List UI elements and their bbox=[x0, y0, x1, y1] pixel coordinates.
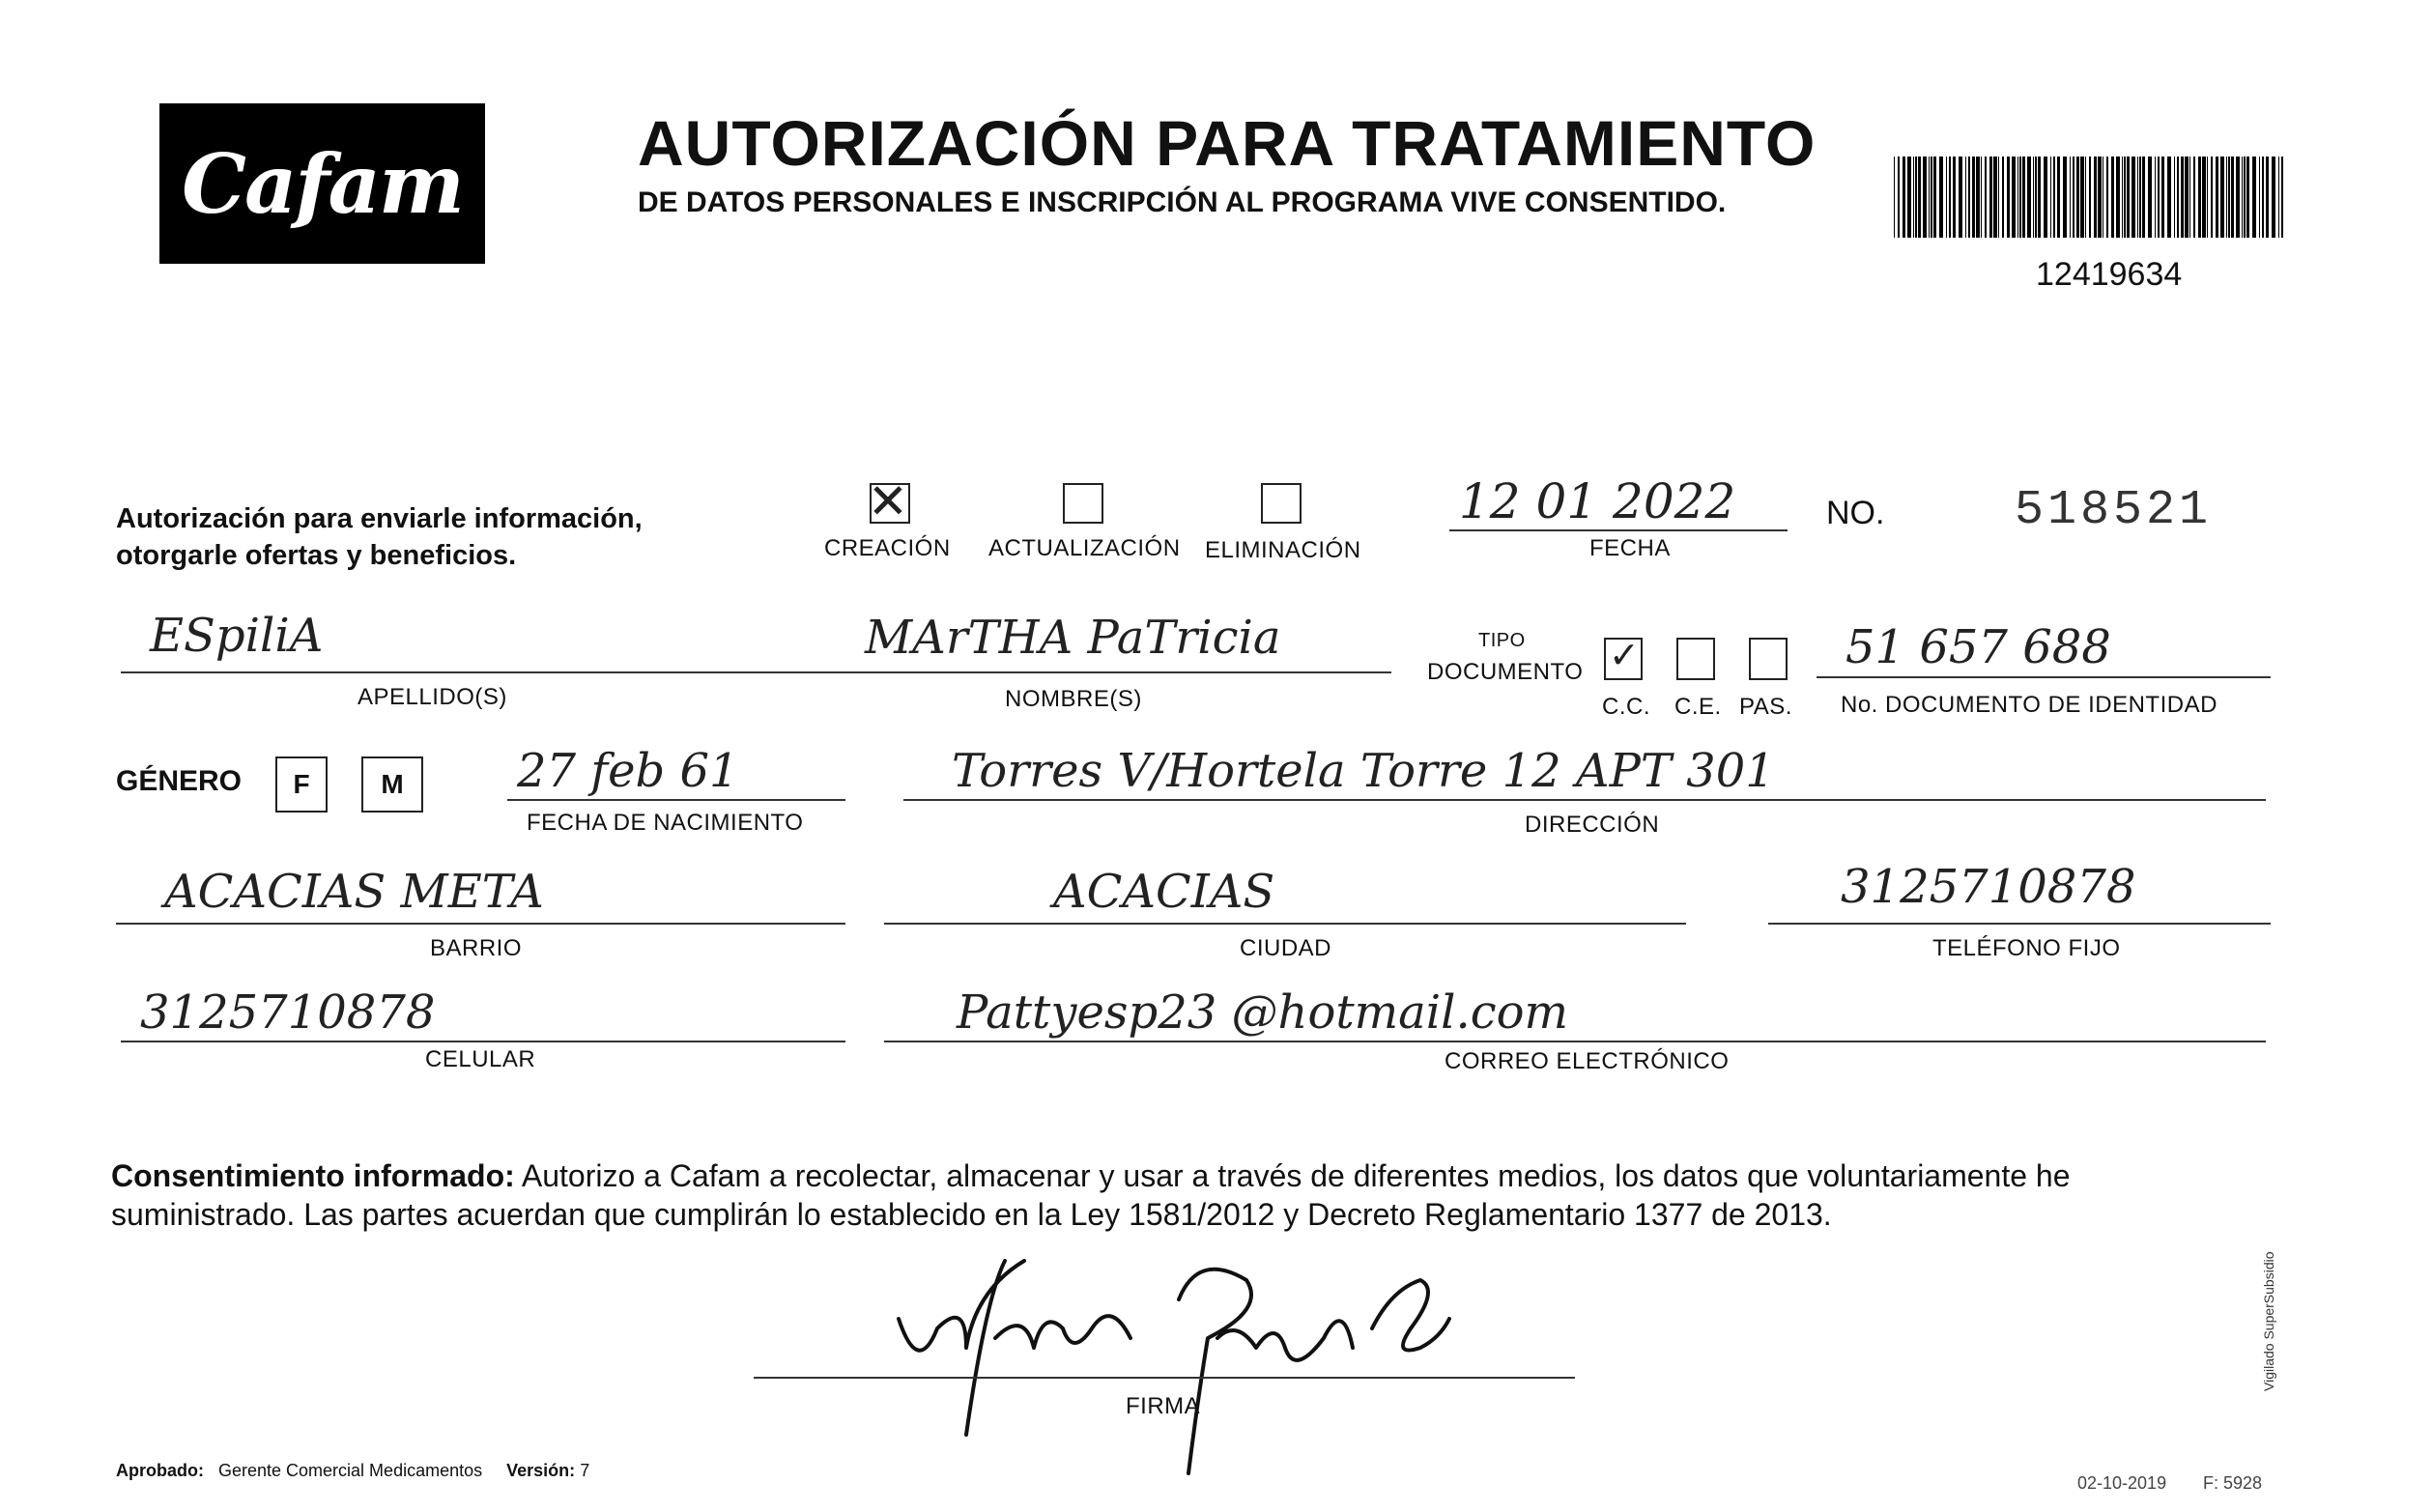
eliminacion-label: ELIMINACIÓN bbox=[1205, 537, 1361, 563]
consent-paragraph bbox=[111, 1156, 2256, 1234]
celular-label: CELULAR bbox=[425, 1046, 536, 1072]
barrio-underline bbox=[116, 923, 845, 925]
doc-label: No. DOCUMENTO DE IDENTIDAD bbox=[1841, 692, 2217, 718]
ciudad-label: CIUDAD bbox=[1240, 935, 1332, 961]
cc-label: C.C. bbox=[1602, 694, 1650, 720]
nombres-label: NOMBRE(S) bbox=[1005, 686, 1142, 712]
telefono-label: TELÉFONO FIJO bbox=[1932, 935, 2121, 961]
intro-line-1: Autorización para enviarle información, bbox=[116, 503, 643, 534]
footer-aprobado bbox=[116, 1461, 589, 1481]
fecha-underline bbox=[1449, 529, 1788, 531]
f-checkbox[interactable] bbox=[275, 756, 328, 813]
signature-line bbox=[754, 1377, 1575, 1379]
nombres-underline bbox=[773, 671, 1391, 673]
m-checkbox[interactable] bbox=[361, 756, 423, 813]
nombres-value[interactable]: MArTHA PaTricia bbox=[865, 611, 1281, 665]
fecha-nacimiento-underline bbox=[507, 799, 845, 801]
ciudad-value[interactable]: ACACIAS bbox=[1053, 865, 1275, 919]
aprobado-value: Gerente Comercial Medicamentos bbox=[218, 1461, 483, 1480]
tipo-label-1: TIPO bbox=[1478, 630, 1526, 651]
eliminacion-checkbox[interactable] bbox=[1261, 483, 1302, 524]
doc-value[interactable]: 51 657 688 bbox=[1845, 620, 2111, 674]
fecha-value[interactable]: 12 01 2022 bbox=[1459, 473, 1736, 529]
version-label: Versión: bbox=[506, 1461, 576, 1480]
cafam-logo bbox=[159, 103, 485, 264]
telefono-value[interactable]: 3125710878 bbox=[1841, 860, 2136, 914]
ciudad-underline bbox=[884, 923, 1686, 925]
intro-line-2: otorgarle ofertas y beneficios. bbox=[116, 540, 517, 571]
telefono-underline bbox=[1768, 923, 2271, 925]
f-label: F bbox=[293, 769, 310, 799]
correo-underline bbox=[884, 1041, 2266, 1042]
side-vigilado-text: Vigilado SuperSubsidio bbox=[2261, 1251, 2276, 1391]
footer-date: 02-10-2019 bbox=[2077, 1473, 2167, 1493]
ce-label: C.E. bbox=[1674, 694, 1722, 720]
direccion-value[interactable]: Torres V/Hortela Torre 12 APT 301 bbox=[952, 744, 1775, 798]
tipo-label-2: DOCUMENTO bbox=[1427, 659, 1584, 685]
ce-checkbox[interactable] bbox=[1676, 638, 1715, 680]
apellidos-value[interactable]: ESpiliA bbox=[150, 609, 324, 663]
logo-text: Cafam bbox=[182, 135, 463, 232]
actualizacion-label: ACTUALIZACIÓN bbox=[988, 535, 1181, 561]
cc-check-mark: ✓ bbox=[1609, 636, 1640, 676]
fecha-label: FECHA bbox=[1589, 535, 1671, 561]
version-value: 7 bbox=[580, 1461, 590, 1480]
consent-heading: Consentimiento informado: bbox=[111, 1158, 515, 1193]
creacion-label: CREACIÓN bbox=[824, 535, 951, 561]
aprobado-label: Aprobado: bbox=[116, 1461, 204, 1480]
footer-code: F: 5928 bbox=[2203, 1473, 2263, 1493]
apellidos-underline bbox=[121, 671, 816, 673]
celular-value[interactable]: 3125710878 bbox=[140, 985, 436, 1040]
intro-text bbox=[116, 500, 643, 574]
consent-text: Autorizo a Cafam a recolectar, almacenar y usar a través de diferentes medios, los datos que voluntariamente he suministrado. Las partes acuerdan que cumplirán lo establecido en la Ley 1581/2012 y Decreto Reglamentario 1377 de 2013. bbox=[111, 1158, 2071, 1232]
signature-label: FIRMA bbox=[1126, 1393, 1201, 1419]
celular-underline bbox=[121, 1041, 845, 1042]
actualizacion-checkbox[interactable] bbox=[1063, 483, 1103, 524]
m-label: M bbox=[381, 769, 404, 799]
correo-value[interactable]: Pattyesp23 @hotmail.com bbox=[957, 985, 1569, 1040]
direccion-label: DIRECCIÓN bbox=[1525, 812, 1660, 838]
barrio-label: BARRIO bbox=[430, 935, 523, 961]
fecha-nacimiento-value[interactable]: 27 feb 61 bbox=[517, 744, 739, 798]
number-label: NO. bbox=[1826, 495, 1885, 531]
number-value: 518521 bbox=[2015, 483, 2213, 538]
creacion-check-mark: ✕ bbox=[868, 474, 908, 528]
form-subtitle: DE DATOS PERSONALES E INSCRIPCIÓN AL PROGRAMA VIVE CONSENTIDO. bbox=[638, 186, 1727, 218]
pas-checkbox[interactable] bbox=[1749, 638, 1788, 680]
cc-checkbox[interactable] bbox=[1604, 638, 1643, 680]
apellidos-label: APELLIDO(S) bbox=[358, 684, 507, 710]
form-title: AUTORIZACIÓN PARA TRATAMIENTO bbox=[638, 107, 1817, 179]
creacion-checkbox[interactable] bbox=[868, 474, 910, 528]
barrio-value[interactable]: ACACIAS META bbox=[164, 865, 544, 919]
correo-label: CORREO ELECTRÓNICO bbox=[1445, 1048, 1730, 1074]
pas-label: PAS. bbox=[1739, 694, 1792, 720]
barcode-number: 12419634 bbox=[2036, 256, 2183, 293]
genero-label: GÉNERO bbox=[116, 765, 243, 797]
fecha-nacimiento-label: FECHA DE NACIMIENTO bbox=[527, 810, 804, 836]
direccion-underline bbox=[903, 799, 2266, 801]
barcode bbox=[1894, 157, 2290, 238]
doc-underline bbox=[1817, 676, 2271, 678]
